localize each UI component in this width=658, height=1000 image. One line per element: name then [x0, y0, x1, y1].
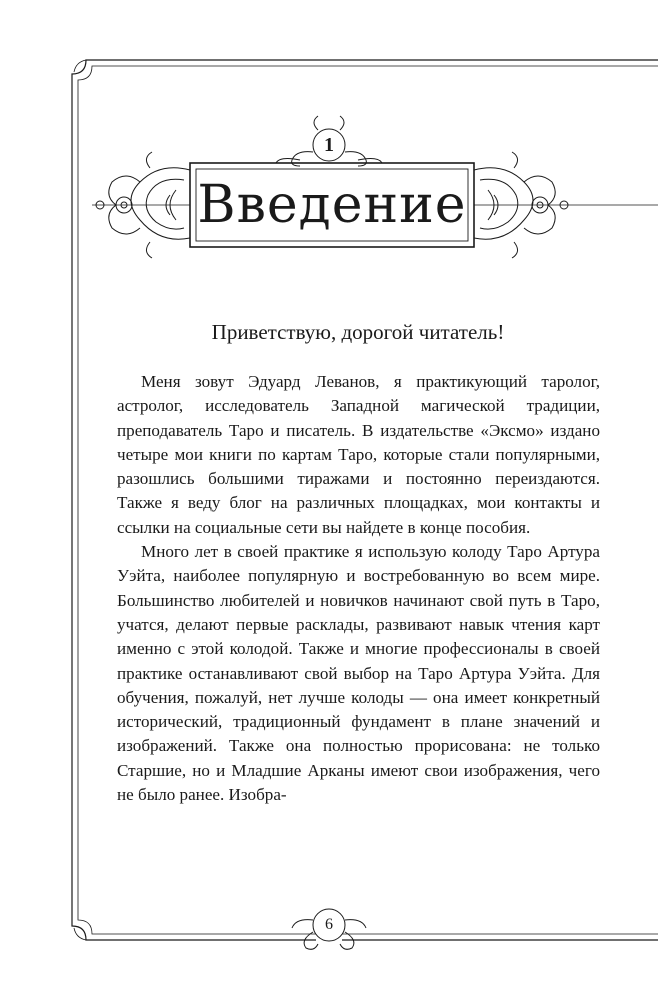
paragraph: Меня зовут Эдуард Леванов, я практикующий таролог, астролог, исследователь Западной магической традиции, преподаватель Таро и писатель. В издательстве «Эксмо» издано четыре мои книги по картам Таро, которые стали популярными, разошлись большими тиражами и постоянно переиздаются. Также я веду блог на различных площадках, мои контакты и ссылки на социальные сети вы найдете в конце пособия.: [117, 372, 600, 537]
greeting-heading: Приветствую, дорогой читатель!: [211, 320, 505, 344]
page-number: 6: [325, 916, 333, 933]
body-text: [117, 370, 600, 807]
paragraph: Много лет в своей практике я использую колоду Таро Артура Уэйта, наиболее популярную и востребованную во всем мире. Большинство любителей и новичков начинают свой путь в Таро, учатся, делают первые расклады, развивают навык чтения карт именно с этой колодой. Также и многие профессионалы в своей практике останавливают свой выбор на Таро Артура Уэйта. Для обучения, пожалуй, нет лучше колоды — она имеет конкретный исторический, традиционный фундамент в плане значений и изображений. Также она полностью прорисована: не только Старшие, но и Младшие Арканы имеют свои изображения, чего не было ранее. Изобра-: [117, 542, 600, 805]
chapter-title: Введение: [197, 175, 467, 235]
chapter-number: 1: [324, 134, 334, 156]
